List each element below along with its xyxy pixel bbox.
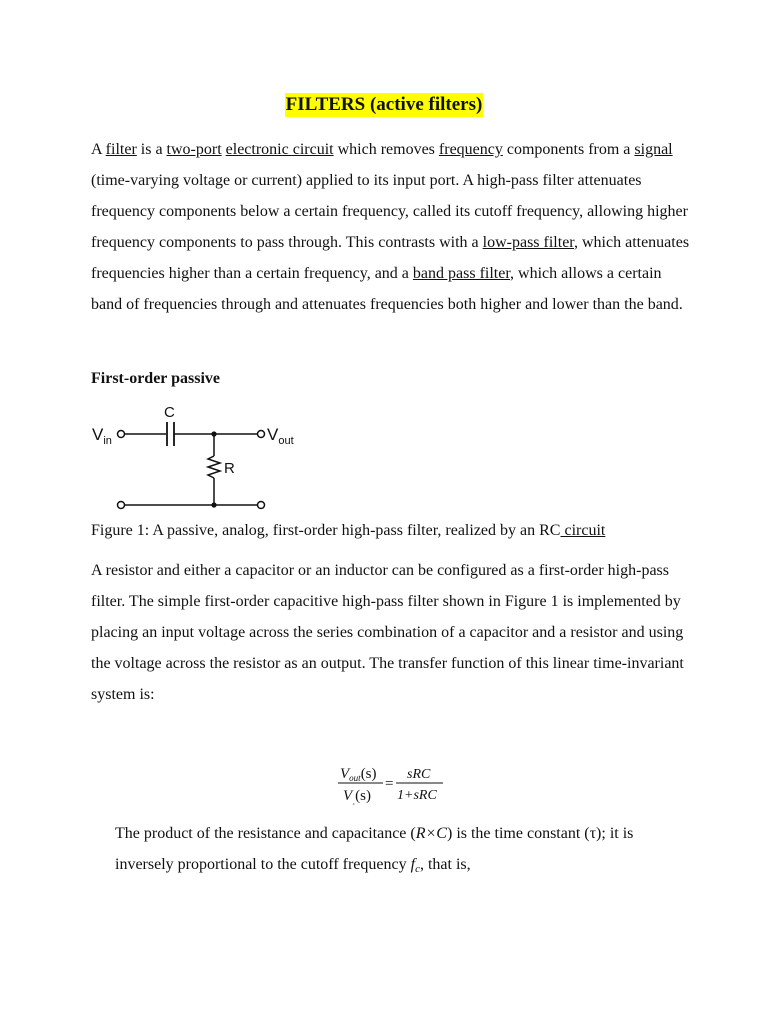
intro-text-4: which removes — [333, 141, 439, 158]
page-title: FILTERS (active filters) — [285, 94, 483, 115]
section-heading: First-order passive — [91, 370, 221, 387]
resistor — [208, 456, 220, 478]
intro-text-8: , which allows a certain band of frequencies through and attenuates frequencies both higher and lower than the band. — [91, 265, 683, 313]
resistor-label: R — [224, 460, 235, 477]
formula-rhs-numerator: sRC — [407, 767, 431, 782]
output-terminal-bottom — [258, 502, 265, 509]
formula-denominator: $V_¸(s)$ — [343, 788, 371, 805]
formula-numerator: $V_{out}(s)$ — [340, 766, 377, 783]
link-electronic-circuit[interactable]: electronic circuit — [225, 141, 334, 158]
paragraph-3 — [115, 818, 695, 885]
cutoff-frequency-symbol: f — [410, 856, 416, 873]
intro-text-1: A — [91, 141, 106, 158]
intro-text-5: components from a — [502, 141, 635, 158]
input-terminal-bottom — [118, 502, 125, 509]
title-container — [0, 93, 768, 117]
vin-label: $V_{in}$ — [92, 425, 112, 447]
paragraph-2: A resistor and either a capacitor or an inductor can be configured as a first-order high-pass filter. The simple first-order capacitive high-pass filter shown in Figure 1 is implemented by placing an input voltage across the series combination of a capacitor and a resistor and using the voltage across the resistor as an output. The transfer function of this linear time-invariant system is: — [91, 562, 684, 703]
intro-paragraph — [91, 134, 691, 320]
rc-circuit-diagram — [90, 400, 320, 515]
para3-text-1: The product of the resistance and capacitance ( — [115, 825, 416, 842]
transfer-function-formula — [335, 760, 455, 808]
link-low-pass-filter[interactable]: low-pass filter — [482, 234, 574, 251]
intro-text-6: (time-varying voltage or current) applied to its input port. A high-pass filter attenuates frequency components below a certain frequency, called its cutoff frequency, allowing higher frequency components to pass through. This contrasts with a — [91, 172, 688, 251]
vout-label: $V_{out}$ — [267, 425, 294, 447]
output-terminal-top — [258, 431, 265, 438]
formula-equals: = — [385, 776, 394, 792]
intro-text-7: , which attenuates frequencies higher than a certain frequency, and a — [91, 234, 690, 282]
link-band-pass-filter[interactable]: band pass filter — [412, 265, 511, 282]
rc-product: R×C — [415, 825, 447, 842]
figure-caption — [91, 519, 605, 543]
formula-rhs-denominator: 1+sRC — [397, 788, 437, 803]
para3-text-3: , that is, — [419, 856, 471, 873]
intro-text-2: is a — [136, 141, 167, 158]
link-filter[interactable]: filter — [105, 141, 137, 158]
cutoff-frequency-subscript: c — [415, 863, 420, 875]
link-frequency[interactable]: frequency — [438, 141, 503, 158]
para3-text-2: ) is the time constant (τ); it is inversely proportional to the cutoff frequency — [115, 825, 634, 873]
input-terminal-top — [118, 431, 125, 438]
caption-text: Figure 1: A passive, analog, first-order high-pass filter, realized by an RC — [91, 522, 561, 539]
link-signal[interactable]: signal — [634, 141, 673, 158]
capacitor-label: C — [164, 404, 175, 421]
junction-bottom — [211, 502, 216, 507]
link-circuit[interactable]: circuit — [560, 522, 606, 539]
link-two-port[interactable]: two-port — [166, 141, 222, 158]
